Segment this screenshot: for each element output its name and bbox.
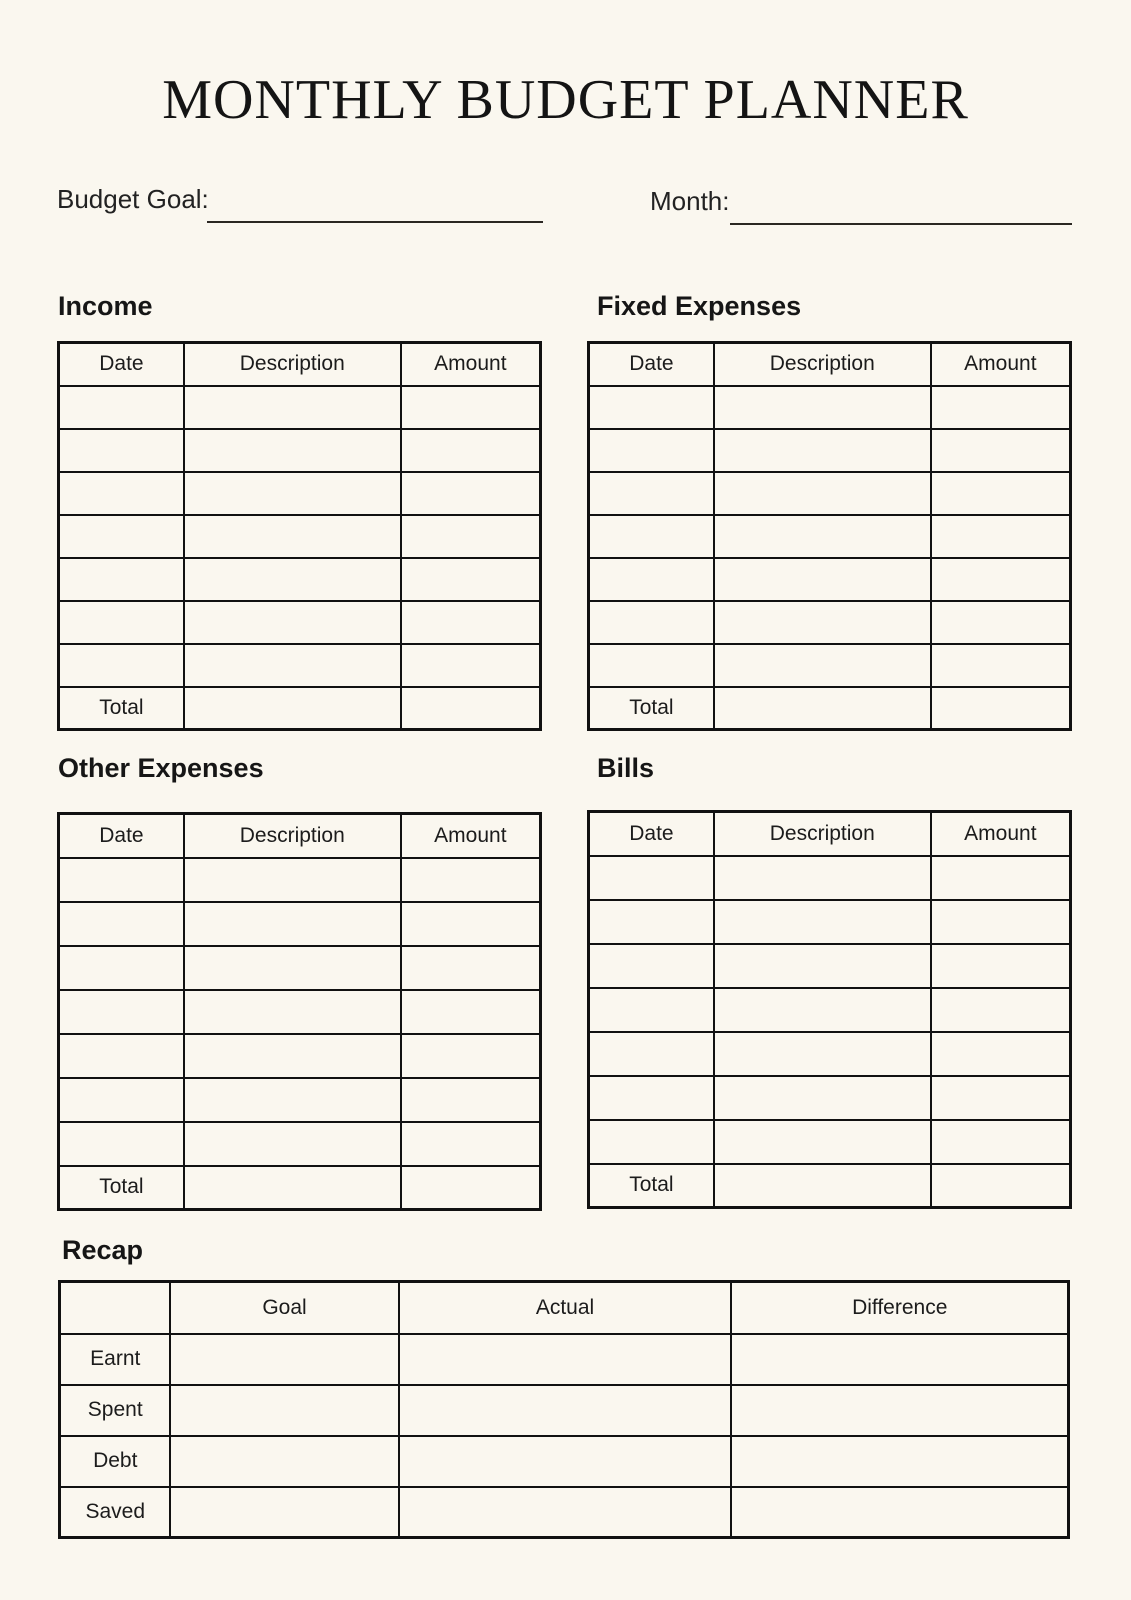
empty-cell: [59, 990, 184, 1034]
empty-row: [589, 900, 1071, 944]
empty-cell: [731, 1385, 1068, 1436]
empty-cell: [589, 900, 714, 944]
empty-row: [59, 990, 541, 1034]
empty-cell: [714, 900, 931, 944]
recap-row-debt: [60, 1436, 1069, 1487]
empty-cell: [714, 1120, 931, 1164]
empty-row: [589, 944, 1071, 988]
empty-row: [589, 644, 1071, 687]
empty-cell: [714, 856, 931, 900]
empty-row: [59, 946, 541, 990]
empty-cell: [931, 386, 1071, 429]
empty-cell: [589, 1120, 714, 1164]
empty-cell: [589, 515, 714, 558]
column-header-amount: Amount: [931, 812, 1071, 856]
header-row: [589, 343, 1071, 386]
empty-row: [589, 558, 1071, 601]
empty-cell: [184, 515, 401, 558]
empty-row: [59, 858, 541, 902]
empty-row: [589, 472, 1071, 515]
empty-cell: [184, 558, 401, 601]
recap-row-label-debt: Debt: [60, 1436, 171, 1487]
empty-cell: [714, 429, 931, 472]
recap-row-label-saved: Saved: [60, 1487, 171, 1538]
empty-cell: [401, 1122, 541, 1166]
empty-row: [59, 558, 541, 601]
total-label: Total: [589, 687, 714, 730]
empty-cell: [59, 429, 184, 472]
empty-cell: [184, 644, 401, 687]
empty-cell: [184, 687, 401, 730]
recap-header-row: [60, 1282, 1069, 1334]
empty-row: [59, 1034, 541, 1078]
recap-row-label-spent: Spent: [60, 1385, 171, 1436]
empty-cell: [401, 601, 541, 644]
empty-row: [59, 429, 541, 472]
empty-cell: [401, 946, 541, 990]
empty-cell: [184, 472, 401, 515]
empty-cell: [714, 386, 931, 429]
empty-cell: [170, 1334, 398, 1385]
empty-cell: [931, 429, 1071, 472]
empty-cell: [589, 1032, 714, 1076]
empty-cell: [931, 687, 1071, 730]
empty-cell: [184, 858, 401, 902]
empty-row: [589, 1120, 1071, 1164]
column-header-description: Description: [714, 343, 931, 386]
empty-cell: [589, 601, 714, 644]
empty-cell: [731, 1487, 1068, 1538]
section-title-other-expenses: Other Expenses: [58, 753, 264, 783]
empty-cell: [184, 990, 401, 1034]
bills-table: [587, 810, 1072, 1209]
empty-cell: [401, 472, 541, 515]
empty-cell: [401, 1078, 541, 1122]
header-row: [59, 814, 541, 858]
column-header-amount: Amount: [401, 343, 541, 386]
empty-cell: [714, 988, 931, 1032]
empty-row: [59, 386, 541, 429]
empty-row: [589, 515, 1071, 558]
empty-cell: [714, 472, 931, 515]
empty-cell: [714, 944, 931, 988]
column-header-amount: Amount: [931, 343, 1071, 386]
empty-cell: [931, 558, 1071, 601]
total-row: [589, 687, 1071, 730]
empty-cell: [931, 1164, 1071, 1208]
empty-row: [59, 1122, 541, 1166]
empty-cell: [59, 472, 184, 515]
empty-row: [59, 1078, 541, 1122]
empty-cell: [184, 429, 401, 472]
empty-row: [589, 601, 1071, 644]
empty-cell: [401, 1034, 541, 1078]
recap-row-spent: [60, 1385, 1069, 1436]
empty-cell: [170, 1487, 398, 1538]
total-label: Total: [589, 1164, 714, 1208]
empty-cell: [170, 1385, 398, 1436]
empty-cell: [589, 429, 714, 472]
month-blank-line: [730, 223, 1072, 225]
empty-cell: [931, 644, 1071, 687]
column-header-date: Date: [589, 812, 714, 856]
empty-cell: [931, 988, 1071, 1032]
empty-row: [59, 515, 541, 558]
empty-cell: [59, 1078, 184, 1122]
empty-cell: [59, 902, 184, 946]
fixed-expenses-table-body: [589, 386, 1071, 687]
empty-cell: [59, 386, 184, 429]
budget-goal-label: Budget Goal:: [57, 184, 209, 214]
empty-cell: [399, 1334, 732, 1385]
empty-cell: [931, 1076, 1071, 1120]
bills-table-body: [589, 856, 1071, 1164]
empty-row: [59, 472, 541, 515]
total-label: Total: [59, 687, 184, 730]
empty-cell: [170, 1436, 398, 1487]
empty-cell: [401, 687, 541, 730]
total-label: Total: [59, 1166, 184, 1210]
empty-cell: [931, 900, 1071, 944]
empty-row: [59, 902, 541, 946]
empty-cell: [184, 946, 401, 990]
empty-cell: [184, 386, 401, 429]
empty-cell: [731, 1334, 1068, 1385]
recap-column-actual: Actual: [399, 1282, 732, 1334]
column-header-description: Description: [714, 812, 931, 856]
empty-cell: [714, 1164, 931, 1208]
empty-cell: [59, 515, 184, 558]
empty-cell: [184, 902, 401, 946]
other-expenses-table: [57, 812, 542, 1211]
fixed-expenses-table: [587, 341, 1072, 731]
empty-cell: [589, 472, 714, 515]
total-row: [59, 1166, 541, 1210]
empty-cell: [931, 601, 1071, 644]
empty-row: [589, 1032, 1071, 1076]
budget-goal-blank-line: [207, 221, 543, 223]
column-header-amount: Amount: [401, 814, 541, 858]
empty-row: [59, 601, 541, 644]
empty-cell: [931, 1120, 1071, 1164]
empty-row: [59, 644, 541, 687]
empty-cell: [931, 944, 1071, 988]
column-header-date: Date: [59, 814, 184, 858]
empty-cell: [401, 429, 541, 472]
empty-cell: [401, 558, 541, 601]
empty-cell: [184, 1078, 401, 1122]
recap-column-goal: Goal: [170, 1282, 398, 1334]
section-title-fixed-expenses: Fixed Expenses: [597, 291, 802, 321]
empty-cell: [714, 687, 931, 730]
empty-cell: [59, 601, 184, 644]
column-header-description: Description: [184, 814, 401, 858]
empty-cell: [401, 858, 541, 902]
empty-cell: [589, 386, 714, 429]
empty-cell: [401, 386, 541, 429]
page-title: MONTHLY BUDGET PLANNER: [162, 69, 969, 131]
recap-row-earnt: [60, 1334, 1069, 1385]
empty-cell: [714, 515, 931, 558]
income-table: [57, 341, 542, 731]
empty-cell: [401, 902, 541, 946]
empty-row: [589, 1076, 1071, 1120]
empty-cell: [931, 856, 1071, 900]
total-row: [589, 1164, 1071, 1208]
empty-cell: [589, 988, 714, 1032]
empty-cell: [589, 856, 714, 900]
empty-cell: [731, 1436, 1068, 1487]
empty-cell: [184, 1122, 401, 1166]
income-table-body: [59, 386, 541, 687]
empty-cell: [401, 990, 541, 1034]
empty-cell: [931, 472, 1071, 515]
empty-cell: [401, 644, 541, 687]
empty-cell: [399, 1436, 732, 1487]
other-expenses-table-body: [59, 858, 541, 1166]
empty-cell: [184, 601, 401, 644]
empty-cell: [589, 944, 714, 988]
empty-cell: [184, 1034, 401, 1078]
recap-corner-cell: [60, 1282, 171, 1334]
empty-cell: [714, 601, 931, 644]
empty-cell: [59, 1034, 184, 1078]
month-label: Month:: [650, 186, 730, 216]
empty-cell: [589, 558, 714, 601]
empty-cell: [401, 1166, 541, 1210]
empty-cell: [59, 1122, 184, 1166]
empty-cell: [931, 1032, 1071, 1076]
column-header-date: Date: [589, 343, 714, 386]
empty-cell: [399, 1385, 732, 1436]
recap-column-difference: Difference: [731, 1282, 1068, 1334]
empty-cell: [59, 858, 184, 902]
empty-cell: [59, 644, 184, 687]
empty-row: [589, 429, 1071, 472]
section-title-income: Income: [58, 291, 153, 321]
header-row: [589, 812, 1071, 856]
section-title-bills: Bills: [597, 753, 655, 783]
recap-table: [58, 1280, 1070, 1539]
empty-cell: [714, 1076, 931, 1120]
empty-cell: [589, 1076, 714, 1120]
empty-row: [589, 386, 1071, 429]
empty-cell: [59, 558, 184, 601]
empty-cell: [931, 515, 1071, 558]
empty-row: [589, 856, 1071, 900]
empty-cell: [714, 644, 931, 687]
total-row: [59, 687, 541, 730]
empty-cell: [59, 946, 184, 990]
section-title-recap: Recap: [62, 1235, 144, 1265]
empty-row: [589, 988, 1071, 1032]
empty-cell: [714, 558, 931, 601]
empty-cell: [399, 1487, 732, 1538]
column-header-description: Description: [184, 343, 401, 386]
empty-cell: [184, 1166, 401, 1210]
recap-row-saved: [60, 1487, 1069, 1538]
recap-row-label-earnt: Earnt: [60, 1334, 171, 1385]
header-row: [59, 343, 541, 386]
empty-cell: [401, 515, 541, 558]
column-header-date: Date: [59, 343, 184, 386]
empty-cell: [714, 1032, 931, 1076]
empty-cell: [589, 644, 714, 687]
